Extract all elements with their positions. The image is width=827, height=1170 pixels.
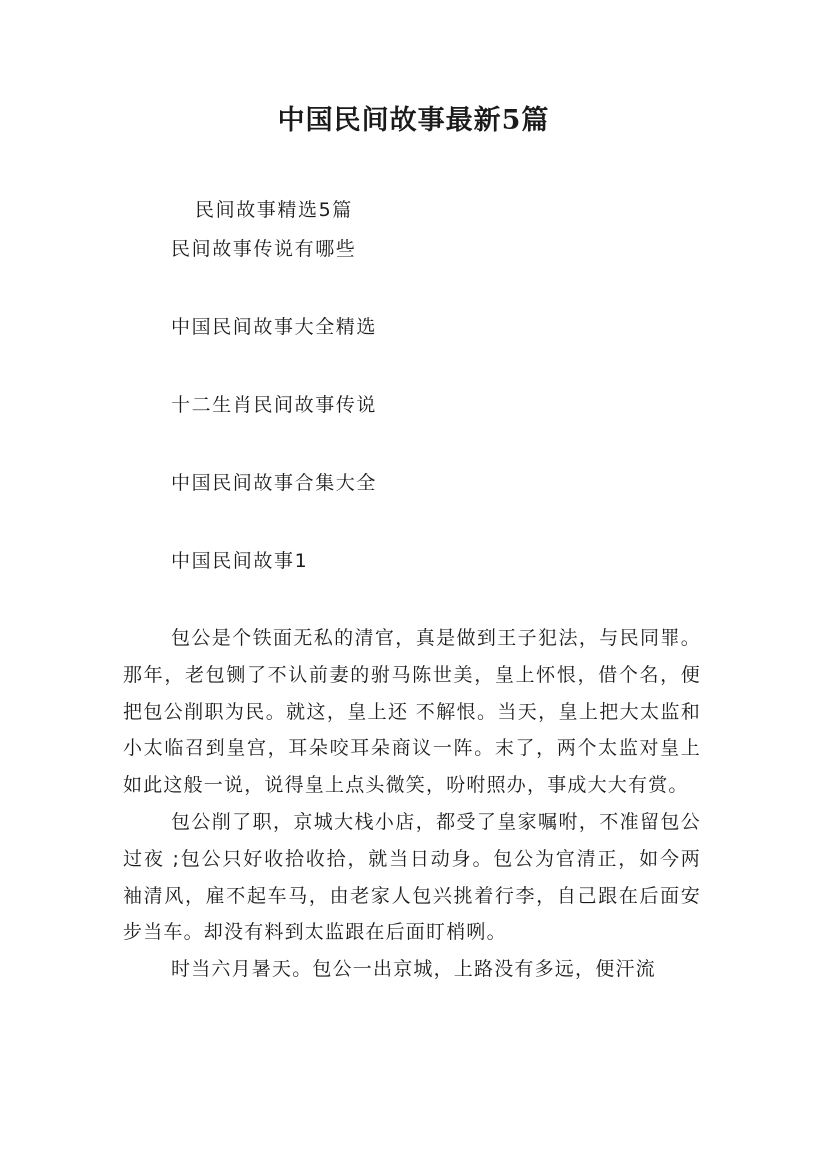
toc-item: 十二生肖民间故事传说 [171, 394, 378, 416]
story-paragraph: 包公是个铁面无私的清官，真是做到王子犯法，与民同罪。那年，老包铡了不认前妻的驸马陈世美，皇上怀恨，借个名，便把包公削职为民。就这，皇上还 不解恨。当天，皇上把大太监和小太临召到皇宫，耳朵咬耳朵商议一阵。末了，两个太监对皇上如此这般一说，说得皇上点头微笑，吩咐照办，事成大大有赏。 [123, 627, 701, 797]
toc-item: 中国民间故事大全精选 [171, 316, 378, 338]
toc-item: 民间故事精选5篇 [195, 199, 353, 221]
toc-item: 中国民间故事合集大全 [171, 472, 378, 494]
story-paragraph: 时当六月暑天。包公一出京城，上路没有多远，便汗流 [171, 958, 656, 981]
story-paragraph: 包公削了职，京城大栈小店，都受了皇家嘱咐，不准留包公过夜 ;包公只好收拾收拾，就当日动身。包公为官清正，如今两袖清风，雇不起车马，由老家人包兴挑着行李，自己跟在后面安步当车。却没有料到太监跟在后面盯梢咧。 [123, 810, 701, 944]
toc-item: 中国民间故事1 [171, 550, 309, 572]
document-title: 中国民间故事最新5篇 [277, 105, 550, 136]
toc-item: 民间故事传说有哪些 [171, 238, 357, 260]
story-body [123, 620, 701, 988]
